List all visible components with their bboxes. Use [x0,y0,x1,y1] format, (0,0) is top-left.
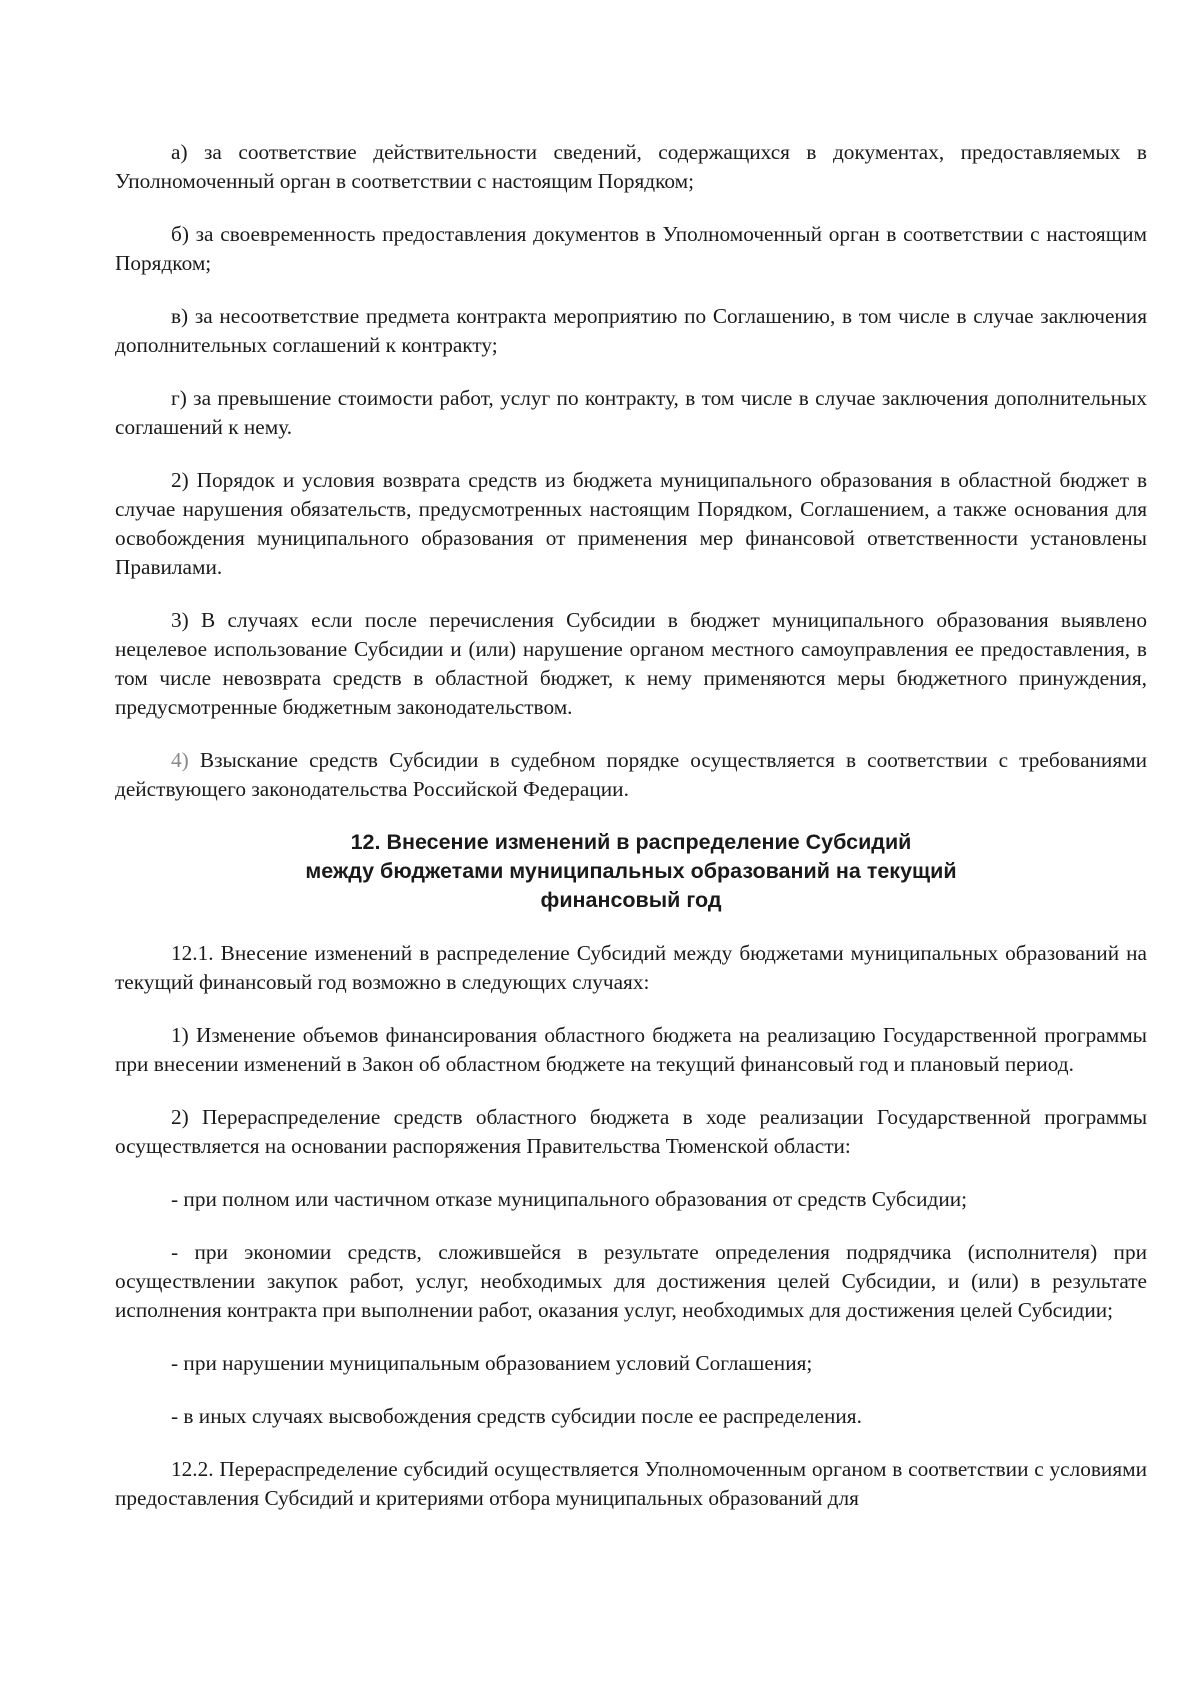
section-12-heading [115,828,1147,915]
document-page [115,138,1147,1537]
paragraph-12-2: 12.2. Перераспределение субсидий осуществляется Уполномоченным органом в соответствии с условиями предоставления Субсидий и критериями отбора муниципальных образований для [115,1457,1147,1510]
heading-line-2: между бюджетами муниципальных образований на текущий [305,859,957,883]
list-item-other-cases: - в иных случаях высвобождения средств субсидии после ее распределения. [171,1404,862,1428]
paragraph-4-number: 4) [171,748,189,772]
paragraph-12-1: 12.1. Внесение изменений в распределение Субсидий между бюджетами муниципальных образований на текущий финансовый год возможно в следующих случаях: [115,941,1147,994]
paragraph-b: б) за своевременность предоставления документов в Уполномоченный орган в соответствии с настоящим Порядком; [115,222,1147,275]
paragraph-2-return-conditions: 2) Порядок и условия возврата средств из бюджета муниципального образования в областной бюджет в случае нарушения обязательств, предусмотренных настоящим Порядком, Соглашением, а также основания для освобождения муниципального образования от применения мер финансовой ответственности установлены Правилами. [115,468,1147,579]
list-item-refusal: - при полном или частичном отказе муниципального образования от средств Субсидии; [171,1187,968,1211]
heading-line-1: 12. Внесение изменений в распределение Субсидий [350,830,912,854]
paragraph-4-text: Взыскание средств Субсидии в судебном порядке осуществляется в соответствии с требованиями действующего законодательства Российской Федерации. [115,748,1147,801]
paragraph-v: в) за несоответствие предмета контракта мероприятию по Соглашению, в том числе в случае заключения дополнительных соглашений к контракту; [115,304,1147,357]
heading-line-3: финансовый год [540,888,722,912]
paragraph-4-recovery [115,746,1147,804]
list-item-savings: - при экономии средств, сложившейся в результате определения подрядчика (исполнителя) при осуществлении закупок работ, услуг, необходимых для достижения целей Субсидии, и (или) в результате исполнения контракта при выполнении работ, оказания услуг, необходимых для достижения целей Субсидии; [115,1240,1147,1322]
paragraph-g: г) за превышение стоимости работ, услуг по контракту, в том числе в случае заключения дополнительных соглашений к нему. [115,386,1147,439]
paragraph-3-misuse: 3) В случаях если после перечисления Субсидии в бюджет муниципального образования выявлено нецелевое использование Субсидии и (или) нарушение органом местного самоуправления ее предоставления, в том числе невозврата средств в областной бюджет, к нему применяются меры бюджетного принуждения, предусмотренные бюджетным законодательством. [115,608,1147,719]
paragraph-12-1-item-1: 1) Изменение объемов финансирования областного бюджета на реализацию Государственной программы при внесении изменений в Закон об областном бюджете на текущий финансовый год и плановый период. [115,1023,1147,1076]
paragraph-a: а) за соответствие действительности сведений, содержащихся в документах, предоставляемых в Уполномоченный орган в соответствии с настоящим Порядком; [115,140,1147,193]
paragraph-12-1-item-2: 2) Перераспределение средств областного бюджета в ходе реализации Государственной программы осуществляется на основании распоряжения Правительства Тюменской области: [115,1105,1147,1158]
list-item-violation: - при нарушении муниципальным образованием условий Соглашения; [171,1351,813,1375]
